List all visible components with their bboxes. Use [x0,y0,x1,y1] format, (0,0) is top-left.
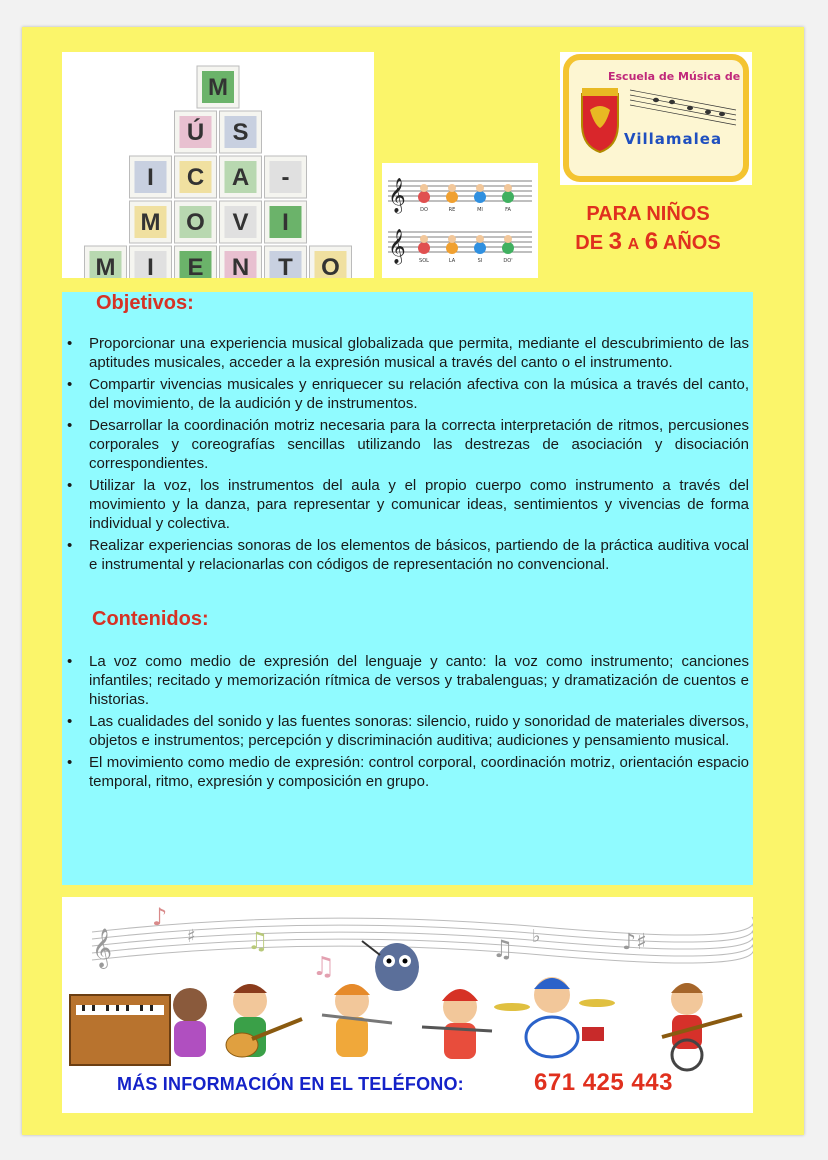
block-letter: I [282,209,289,236]
contact-phone[interactable]: 671 425 443 [534,1069,673,1096]
treble-clef-icon: 𝄞 [388,229,406,264]
letter-block [175,156,217,198]
note-character [446,242,458,254]
block-letter: - [281,164,290,191]
block-letter: S [232,119,249,146]
staff-notes [382,163,538,278]
objetivos-item: • Compartir vivencias musicales y enriquecer su relación afectiva con la música a través del canto, del movimiento, de la audición y de instrumentos. [62,375,749,413]
svg-text:♭: ♭ [532,926,541,947]
objetivos-item: • Proporcionar una experiencia musical globalizada que permita, mediante el descubrimiento de las aptitudes musicales, acceder a la expresión musical a través del canto o el instrumento. [62,334,749,372]
note-label: RE [448,207,456,213]
objetivos-item: • Realizar experiencias sonoras de los elementos de básicos, partiendo de la práctica auditiva vocal e instrumental y relacionarlas con códigos de representación no convencional. [62,536,749,574]
letter-block [220,111,262,153]
logo-line1: Escuela de Música de [608,70,741,83]
svg-text:♫: ♫ [492,935,514,963]
letter-block [265,201,307,243]
footer-illustration [62,897,753,1113]
note-label: LA [448,258,456,264]
treble-clef-icon: 𝄞 [92,928,113,968]
block-letter: I [147,164,154,191]
music-blocks-illustration [62,52,374,278]
block-letter: M [95,254,116,278]
block-letter: T [278,254,293,278]
letter-block [265,156,307,198]
note-character [502,242,514,254]
svg-text:♫: ♫ [312,952,336,982]
school-logo [560,52,752,185]
note-label: SOL [419,258,429,264]
audience-anos: AÑOS [662,232,721,254]
block-letter: M [208,74,228,101]
block-letter: A [231,164,250,191]
objetivos-heading: Objetivos: [96,292,194,314]
note-character [446,191,458,203]
contenidos-item: • La voz como medio de expresión del lenguaje y canto: la voz como instrumento; canciones infantiles; recitado y memorización rítmica de versos y trabalenguas; y dramatización de cuentos e historias. [62,652,749,709]
contact-label: MÁS INFORMACIÓN EN EL TELÉFONO: [117,1074,464,1094]
letter-block [265,246,307,278]
note-character [474,191,486,203]
school-logo-graphic [560,52,752,185]
note-character [474,242,486,254]
audience-de: DE [575,232,604,254]
block-letter: C [186,164,205,191]
objetivos-list [62,334,749,577]
contenidos-item: • El movimiento como medio de expresión: control corporal, coordinación motriz, orientación espacio temporal, ritmo, expresión y composición en grupo. [62,753,749,791]
contenidos-list [62,652,749,794]
letter-block [220,246,262,278]
note-label: FA [505,207,511,213]
letter-block [175,201,217,243]
block-letter: M [140,209,161,236]
logo-line2: Villamalea [624,130,723,148]
letter-block [130,201,172,243]
note-character [502,191,514,203]
note-label: SI [477,258,483,264]
letter-block [220,156,262,198]
svg-text:♫: ♫ [247,927,269,955]
svg-text:♪♯: ♪♯ [622,930,647,955]
note-label: MI [477,207,483,213]
audience-ages [548,228,748,258]
block-letter: N [231,254,250,278]
contenidos-heading: Contenidos: [92,608,209,630]
audience-line1: PARA NIÑOS [586,203,710,225]
music-staff-illustration [382,163,538,278]
audience-max-age: 6 [644,228,659,255]
objetivos-item: • Desarrollar la coordinación motriz necesaria para la correcta interpretación de ritmos, percusiones corporales y coreografías sencillas utilizando las destrezas de asociación y disociación correspondientes. [62,416,749,473]
letter-block [197,66,239,108]
letter-block [130,156,172,198]
audience-min-age: 3 [608,228,623,255]
letter-block [85,246,127,278]
block-letter: O [186,209,205,236]
letter-blocks [62,52,374,278]
block-letter: V [232,209,249,236]
letter-block [310,246,352,278]
svg-text:♪: ♪ [152,903,168,931]
kids-band-illustration [62,897,753,1072]
block-letter: Ú [186,119,205,146]
block-letter: O [321,254,340,278]
svg-text:♯: ♯ [187,926,196,947]
treble-clef-icon: 𝄞 [388,178,406,213]
audience-info [548,201,748,258]
block-letter: I [147,254,154,278]
objetivos-item: • Utilizar la voz, los instrumentos del aula y el propio cuerpo como instrumento a través del movimiento y la danza, para representar y comunicar ideas, sentimientos y vivencias de forma individual y colectiva. [62,476,749,533]
audience-a: A [627,236,640,253]
note-character [418,191,430,203]
letter-block [130,246,172,278]
letter-block [175,246,217,278]
contenidos-item: • Las cualidades del sonido y las fuentes sonoras: silencio, ruido y sonoridad de materiales diversos, objetos e instrumentos; percepción y discriminación auditiva; audiciones y pensamiento musical. [62,712,749,750]
note-label: DO [420,207,428,213]
note-label: DO' [503,258,513,264]
note-character [418,242,430,254]
letter-block [220,201,262,243]
letter-block [175,111,217,153]
block-letter: E [187,254,204,278]
